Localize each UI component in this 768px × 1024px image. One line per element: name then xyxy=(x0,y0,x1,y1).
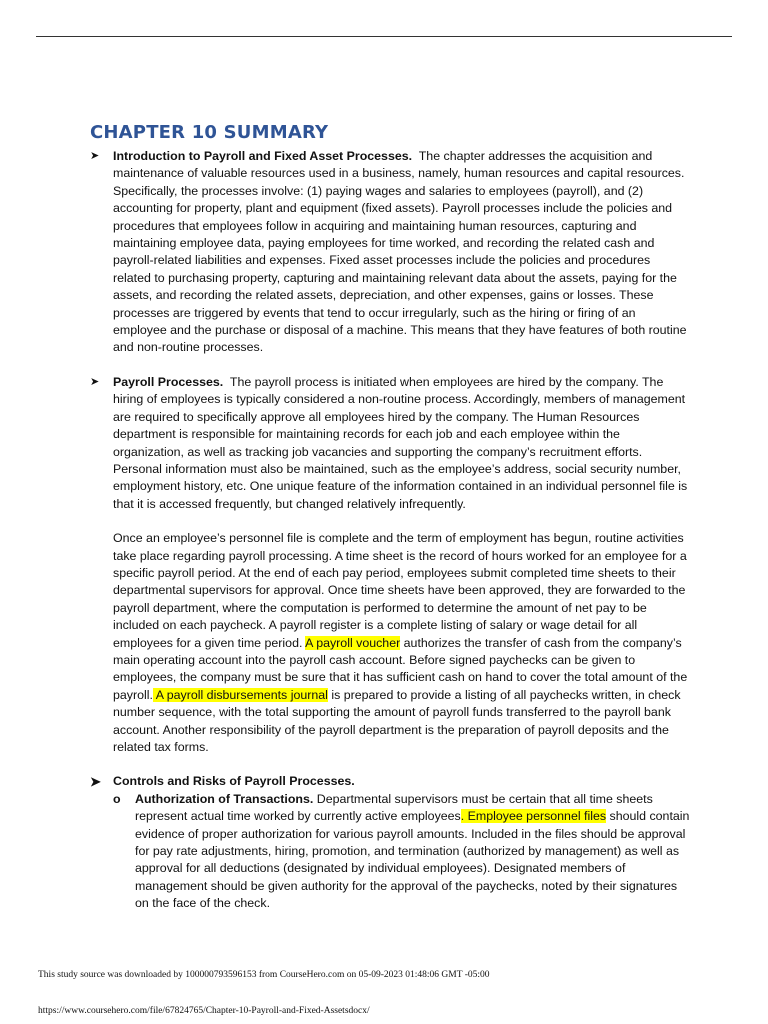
highlight-employee-personnel-files: . Employee personnel files xyxy=(460,809,607,824)
spacer xyxy=(90,756,690,773)
paragraph-text: is prepared to provide a listing of all paychecks written, in check number sequence, with the total supporting the amount of payroll funds transferred to the payroll bank account. Another responsibility of the payroll department is the preparation of payroll deposits and the related tax forms. xyxy=(113,687,681,754)
highlight-payroll-disbursements-journal: A payroll disbursements journal xyxy=(152,687,328,702)
section-heading: Introduction to Payroll and Fixed Asset Processes. xyxy=(113,149,413,163)
paragraph-text: should contain evidence of proper authorization for various payroll amounts. Included in the files should be approval for pay rate adjustments, hiring, promotion, and termination (authorized by management) as well as approval for all deductions (designated by individual employees). Designated members of management should be given authority for the approval of the paychecks, noted by their signatures on the face of the check. xyxy=(135,809,690,911)
section-body: The chapter addresses the acquisition and maintenance of valuable resources used in a business, namely, human resources and capital resources. Specifically, the processes involve: (1) paying wages and salaries to employees (payroll), and (2) accounting for property, plant and equipment (fixed assets). Payroll processes include the policies and procedures that employees follow in acquiring and maintaining human resources, capturing and maintaining employee data, paying employees for time worked, and recording the related cash and payroll-related liabilities and expenses. Fixed asset processes include the policies and procedures related to purchasing property, capturing and maintaining relevant data about the assets, paying for the assets, and recording the related assets, depreciation, and other expenses, gains or losses. These processes are triggered by events that tend to occur irregularly, such as the hiring or firing of an employee and the purchase or disposal of a machine. This means that they have features of both routine and non-routine processes. xyxy=(113,149,687,355)
sub-item-text xyxy=(135,791,690,913)
section-intro xyxy=(90,148,690,357)
arrow-bullet-icon: ➤ xyxy=(90,375,100,388)
paragraph-text: Departmental supervisors must be certain that all time sheets represent actual time worked by currently active employees xyxy=(135,791,653,824)
download-notice: This study source was downloaded by 100000793596153 from CourseHero.com on 05-09-2023 01:48:06 GMT -05:00 xyxy=(38,970,490,980)
circle-bullet-icon: o xyxy=(113,791,121,806)
chapter-title: CHAPTER 10 SUMMARY xyxy=(90,122,329,143)
section-payroll-para2 xyxy=(113,530,690,756)
section-controls xyxy=(90,773,690,912)
section-heading: Payroll Processes. xyxy=(113,374,224,389)
top-rule xyxy=(36,36,732,37)
source-url: https://www.coursehero.com/file/67824765/Chapter-10-Payroll-and-Fixed-Assetsdocx/ xyxy=(38,1006,370,1016)
sub-heading: Authorization of Transactions. xyxy=(135,791,314,806)
paragraph-text: authorizes the transfer of cash from the company’s main operating account into the payroll cash account. Before signed paychecks can be given to employees, the company must be sure that it has sufficient cash on hand to cover the total amount of the payroll. xyxy=(113,635,688,702)
arrow-bullet-icon: ➤ xyxy=(90,774,101,790)
paragraph-text: Once an employee’s personnel file is complete and the term of employment has begun, routine activities take place regarding payroll processing. A time sheet is the record of hours worked for an employee for a specific payroll period. At the end of each pay period, employees submit completed time sheets to their departmental supervisors for approval. Once time sheets have been approved, they are forwarded to the payroll department, where the computation is performed to determine the amount of net pay to be included on each paycheck. A payroll register is a complete listing of salary or wage detail for all employees for a given time period. xyxy=(113,531,687,650)
sub-item-authorization xyxy=(113,791,690,913)
arrow-bullet-icon: ➤ xyxy=(90,150,100,162)
section-payroll xyxy=(90,374,690,757)
highlight-payroll-voucher: A payroll voucher xyxy=(305,635,401,650)
section-intro-text xyxy=(113,148,690,357)
section-payroll-text xyxy=(113,374,690,513)
summary-content xyxy=(90,148,690,913)
spacer xyxy=(113,513,690,530)
spacer xyxy=(90,357,690,374)
section-body: The payroll process is initiated when employees are hired by the company. The hiring of employees is typically considered a non-routine process. Accordingly, members of management are required to specifically approve all employees hired by the company. The Human Resources department is responsible for maintaining records for each job and each employee within the organization, as well as tracking job vacancies and supporting the company’s recruitment efforts. Personal information must also be maintained, such as the employee’s address, social security number, employment history, etc. One unique feature of the information contained in an individual personnel file is that it is accessed frequently, but changed relatively infrequently. xyxy=(113,374,688,511)
section-heading: Controls and Risks of Payroll Processes. xyxy=(113,774,355,789)
